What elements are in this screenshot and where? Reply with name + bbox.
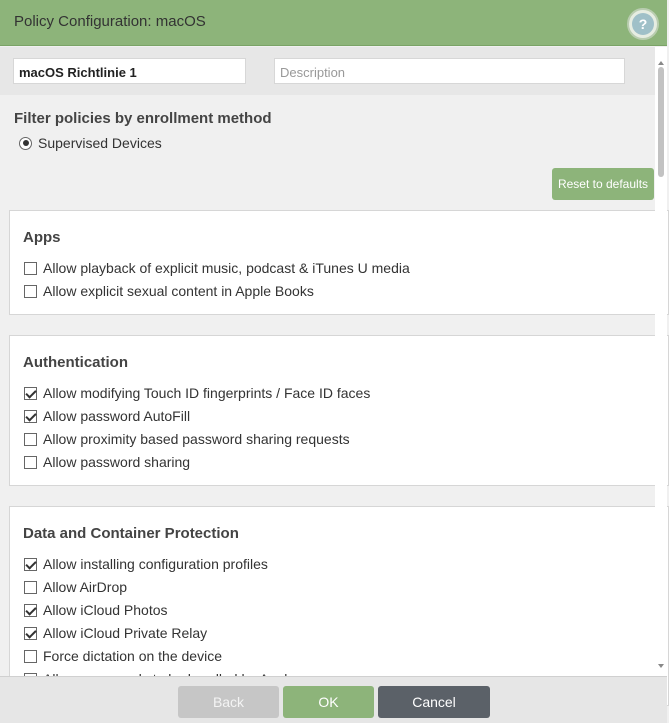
- checkbox-item[interactable]: [24, 385, 370, 401]
- reset-to-defaults-button[interactable]: Reset to defaults: [552, 168, 654, 200]
- vertical-scrollbar[interactable]: [655, 47, 667, 676]
- checkbox-label: Allow modifying Touch ID fingerprints / Face ID faces: [43, 385, 371, 401]
- checkbox-label: Allow iCloud Photos: [43, 602, 168, 618]
- scroll-up-icon[interactable]: [658, 61, 664, 65]
- checkbox-item[interactable]: [24, 556, 268, 572]
- checkbox-label: Allow installing configuration profiles: [43, 556, 268, 572]
- checkbox-checked-icon[interactable]: [24, 604, 37, 617]
- radio-selected-icon[interactable]: [19, 137, 32, 150]
- description-input[interactable]: Description: [274, 58, 625, 84]
- checkbox-label: Allow iCloud Private Relay: [43, 625, 208, 641]
- help-button[interactable]: [627, 8, 659, 40]
- help-icon: ?: [632, 13, 654, 35]
- checkbox-item[interactable]: [24, 408, 190, 424]
- checkbox-item[interactable]: [24, 454, 190, 470]
- section-title: Apps: [23, 229, 61, 246]
- checkbox-item[interactable]: [24, 648, 222, 664]
- ok-button[interactable]: OK: [283, 686, 374, 718]
- window-title: Policy Configuration: macOS: [14, 13, 206, 30]
- checkbox-item[interactable]: [24, 579, 127, 595]
- checkbox-item[interactable]: [24, 260, 410, 276]
- policy-content: [0, 47, 655, 676]
- checkbox-label: Allow password AutoFill: [43, 408, 191, 424]
- checkbox-icon[interactable]: [24, 581, 37, 594]
- policy-name-input[interactable]: macOS Richtlinie 1: [13, 58, 246, 84]
- checkbox-icon[interactable]: [24, 456, 37, 469]
- cancel-button[interactable]: Cancel: [378, 686, 490, 718]
- checkbox-item[interactable]: [24, 283, 314, 299]
- checkbox-icon[interactable]: [24, 262, 37, 275]
- scrollbar-thumb[interactable]: [658, 67, 664, 177]
- checkbox-item[interactable]: [24, 625, 207, 641]
- checkbox-checked-icon[interactable]: [24, 558, 37, 571]
- checkbox-icon[interactable]: [24, 650, 37, 663]
- checkbox-label: Allow playback of explicit music, podcast & iTunes U media: [43, 260, 410, 276]
- checkbox-checked-icon[interactable]: [24, 410, 37, 423]
- enrollment-radio-supervised[interactable]: [19, 135, 162, 151]
- checkbox-label: Force dictation on the device: [43, 648, 222, 664]
- section-apps: [9, 210, 669, 315]
- checkbox-item[interactable]: [24, 431, 350, 447]
- name-band: [0, 47, 655, 95]
- checkbox-icon[interactable]: [24, 285, 37, 298]
- section-title: Data and Container Protection: [23, 525, 239, 542]
- filter-title: Filter policies by enrollment method: [14, 110, 272, 127]
- dialog-footer: [0, 676, 667, 723]
- scroll-down-icon[interactable]: [658, 664, 664, 668]
- checkbox-checked-icon[interactable]: [24, 387, 37, 400]
- checkbox-item[interactable]: [24, 602, 168, 618]
- radio-label: Supervised Devices: [38, 135, 162, 151]
- checkbox-checked-icon[interactable]: [24, 627, 37, 640]
- checkbox-label: Allow password sharing: [43, 454, 191, 470]
- section-title: Authentication: [23, 354, 128, 371]
- checkbox-label: Allow proximity based password sharing requests: [43, 431, 350, 447]
- title-bar: [0, 0, 667, 46]
- checkbox-label: Allow AirDrop: [43, 579, 128, 595]
- checkbox-icon[interactable]: [24, 433, 37, 446]
- checkbox-label: Allow explicit sexual content in Apple Books: [43, 283, 314, 299]
- section-authentication: [9, 335, 669, 486]
- back-button[interactable]: Back: [178, 686, 279, 718]
